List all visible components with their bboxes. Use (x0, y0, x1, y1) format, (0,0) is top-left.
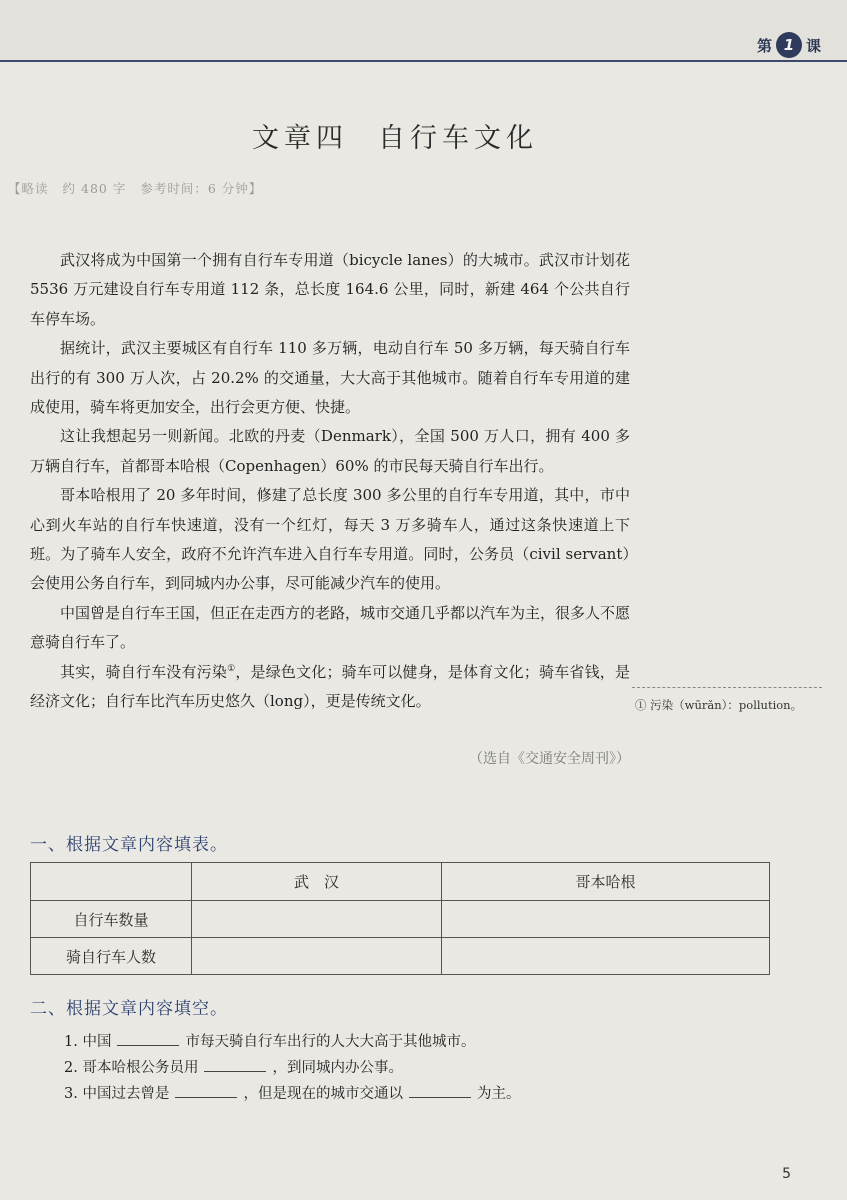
table-col-wuhan: 武 汉 (192, 863, 442, 901)
paragraph-6-start: 其实，骑自行车没有污染 (60, 662, 228, 681)
article-body (30, 246, 630, 774)
question-2 (64, 1055, 520, 1081)
paragraph-6-end: ，是绿色文化；骑车可以健身，是体育文化；骑车省钱，是经济文化；自行车比汽车历史悠久（long），更是传统文化。 (30, 662, 630, 711)
footnote-divider (632, 687, 822, 688)
section2-title: 二、根据文章内容填空。 (30, 999, 228, 1019)
meta-words: 约 480 字 (62, 181, 127, 196)
lesson-prefix: 第 (756, 36, 772, 55)
paragraph-5: 中国曾是自行车王国，但正在走西方的老路，城市交通几乎都以汽车为主，很多人不愿意骑自行车了。 (30, 603, 631, 652)
question-3-start: 3. 中国过去曾是 (64, 1086, 170, 1102)
paragraph-6 (30, 658, 630, 717)
table-corner-cell (31, 863, 192, 901)
fill-blank-questions (64, 1029, 520, 1107)
question-1-blank[interactable] (117, 1031, 179, 1046)
table-col-copenhagen: 哥本哈根 (441, 863, 769, 901)
question-1-end: 市每天骑自行车出行的人大大高于其他城市。 (185, 1034, 476, 1050)
meta-time: 参考时间：6 分钟 (140, 181, 249, 196)
footnote: ① 污染（wūrǎn）：pollution。 (635, 698, 803, 712)
question-2-blank[interactable] (204, 1057, 266, 1072)
lesson-number-badge: 1 (776, 32, 802, 58)
header-band (0, 0, 847, 62)
footnote-ref: ① (227, 663, 236, 674)
article-title (0, 116, 790, 155)
meta-mode: 略读 (21, 181, 49, 196)
paragraph-1: 武汉将成为中国第一个拥有自行车专用道（bicycle lanes）的大城市。武汉市计划花 5536 万元建设自行车专用道 112 条，总长度 164.6 公里，同时，新建 464 个公共自行车停车场。 (30, 251, 630, 328)
reading-meta (8, 179, 262, 197)
fill-table (30, 862, 770, 975)
table-cell-wuhan-bike-count[interactable] (192, 901, 442, 938)
article-source: （选自《交通安全周刊》） (469, 750, 630, 767)
question-1 (64, 1029, 520, 1055)
question-3-blank-1[interactable] (175, 1083, 237, 1098)
paragraph-3: 这让我想起另一则新闻。北欧的丹麦（Denmark），全国 500 万人口，拥有 400 多万辆自行车，首都哥本哈根（Copenhagen）60% 的市民每天骑自行车出行。 (30, 427, 630, 475)
question-2-end: ，到同城内办公事。 (272, 1060, 403, 1076)
question-1-start: 1. 中国 (64, 1034, 112, 1050)
lesson-label (757, 32, 821, 58)
question-3 (64, 1081, 520, 1107)
page-number: 5 (782, 1166, 791, 1182)
table-cell-wuhan-rider-count[interactable] (192, 938, 442, 975)
section1-title: 一、根据文章内容填表。 (30, 835, 228, 855)
question-3-end: 为主。 (476, 1086, 521, 1102)
meta-open-bracket: 【 (8, 181, 22, 196)
table-row-header-bike-count: 自行车数量 (31, 901, 192, 938)
table-row (31, 938, 770, 975)
table-cell-copenhagen-rider-count[interactable] (441, 938, 769, 975)
article-title-part2: 自行车文化 (378, 123, 538, 154)
paragraph-4: 哥本哈根用了 20 多年时间，修建了总长度 300 多公里的自行车专用道，其中，市中心到火车站的自行车快速道，没有一个红灯，每天 3 万多骑车人，通过这条快速道上下班。为了骑车人安全，政府不允许汽车进入自行车专用道。同时，公务员（civil servant）会使用公务自行车，到同城内办公事，尽可能减少汽车的使用。 (30, 486, 630, 593)
table-row (31, 901, 770, 938)
lesson-suffix: 课 (805, 36, 821, 55)
meta-close-bracket: 】 (248, 181, 263, 196)
question-2-start: 2. 哥本哈根公务员用 (64, 1060, 199, 1076)
table-row-header-rider-count: 骑自行车人数 (31, 938, 192, 975)
paragraph-2: 据统计，武汉主要城区有自行车 110 多万辆，电动自行车 50 多万辆，每天骑自行车出行的有 300 万人次，占 20.2% 的交通量，大大高于其他城市。随着自行车专用道的建成使用，骑车将更加安全，出行会更方便、快捷。 (30, 339, 630, 417)
table-cell-copenhagen-bike-count[interactable] (441, 901, 769, 938)
question-3-middle: ，但是现在的城市交通以 (243, 1086, 403, 1102)
question-3-blank-2[interactable] (409, 1083, 471, 1098)
table-header-row (31, 863, 770, 901)
article-title-part1: 文章四 (252, 123, 348, 154)
